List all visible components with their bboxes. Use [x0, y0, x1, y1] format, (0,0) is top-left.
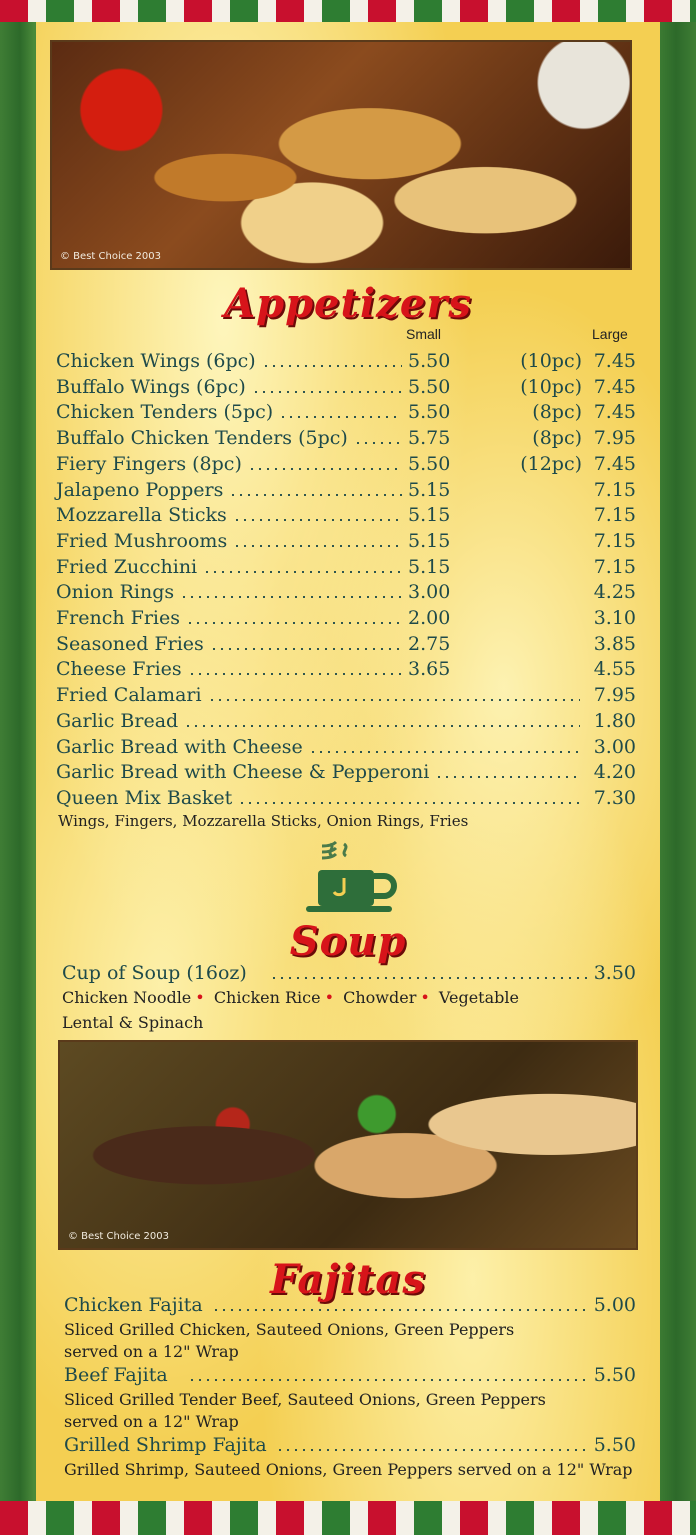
leader-dots [354, 442, 402, 444]
appetizer-item [56, 530, 636, 555]
item-large-qty: (10pc) [520, 376, 582, 398]
leader-dots [188, 1379, 590, 1381]
fajitas-photo [58, 1040, 638, 1250]
appetizer-item [56, 401, 636, 426]
item-price-small: 2.75 [408, 633, 451, 655]
leader-dots [210, 648, 402, 650]
item-name: Cheese Fries [56, 658, 182, 680]
item-price-large: 4.20 [593, 761, 636, 783]
appetizer-item [56, 556, 636, 581]
leader-dots [248, 468, 402, 470]
item-description: Sliced Grilled Chicken, Sauteed Onions, Green Peppers [64, 1320, 515, 1339]
appetizer-item [56, 350, 636, 375]
item-price-small: 5.50 [408, 376, 451, 398]
item-name: Buffalo Wings (6pc) [56, 376, 246, 398]
mix-basket-note: Wings, Fingers, Mozzarella Sticks, Onion Rings, Fries [58, 812, 469, 830]
menu-item-chicken-fajita [64, 1294, 636, 1319]
item-large-qty: (12pc) [520, 453, 582, 475]
item-price-large: 7.15 [593, 530, 636, 552]
item-price-large: 1.80 [593, 710, 636, 732]
item-name: Grilled Shrimp Fajita [64, 1434, 267, 1456]
bullet-icon: • [324, 988, 335, 1007]
leader-dots [208, 699, 580, 701]
item-name: Chicken Tenders (5pc) [56, 401, 274, 423]
item-price-small: 5.15 [408, 530, 451, 552]
top-stripe-border [0, 0, 696, 22]
item-description: Grilled Shrimp, Sauteed Onions, Green Peppers served on a 12" Wrap [64, 1460, 633, 1479]
leader-dots [252, 391, 402, 393]
leader-dots [233, 545, 402, 547]
leader-dots [184, 725, 580, 727]
item-description: served on a 12" Wrap [64, 1412, 239, 1431]
soup-heading: Soup [289, 918, 407, 965]
item-name: Jalapeno Poppers [56, 479, 224, 501]
item-description: Sliced Grilled Tender Beef, Sauteed Onions, Green Peppers [64, 1390, 546, 1409]
item-name: Fried Calamari [56, 684, 202, 706]
item-name: Garlic Bread with Cheese [56, 736, 303, 758]
leader-dots [188, 673, 402, 675]
soup-varieties [62, 988, 519, 1007]
leader-dots [276, 1449, 590, 1451]
appetizer-item [56, 607, 636, 632]
item-price-large: 3.00 [593, 736, 636, 758]
item-name: Buffalo Chicken Tenders (5pc) [56, 427, 348, 449]
leader-dots [309, 751, 580, 753]
fajitas-heading: Fajitas [270, 1256, 426, 1303]
item-price-small: 5.50 [408, 453, 451, 475]
leader-dots [238, 802, 580, 804]
menu-item-grilled-shrimp-fajita [64, 1434, 636, 1459]
soup-variety: Chicken Noodle [62, 988, 192, 1007]
appetizer-item [56, 504, 636, 529]
item-price-large: 4.25 [593, 581, 636, 603]
appetizer-item [56, 761, 636, 786]
item-price-large: 7.45 [593, 401, 636, 423]
appetizer-item [56, 427, 636, 452]
item-description: served on a 12" Wrap [64, 1342, 239, 1361]
leader-dots [270, 977, 590, 979]
item-price-large: 7.45 [593, 376, 636, 398]
item-large-qty: (10pc) [520, 350, 582, 372]
appetizers-heading: Appetizers [224, 280, 472, 327]
item-large-qty: (8pc) [532, 427, 582, 449]
menu-item-beef-fajita [64, 1364, 636, 1389]
soup-variety: Vegetable [438, 988, 519, 1007]
appetizers-photo [50, 40, 632, 270]
item-price-small: 3.00 [408, 581, 451, 603]
item-name: Garlic Bread with Cheese & Pepperoni [56, 761, 430, 783]
photo-watermark: © Best Choice 2003 [68, 1231, 169, 1242]
item-price-small: 3.65 [408, 658, 451, 680]
appetizer-item [56, 787, 636, 812]
menu-item-cup-of-soup [62, 962, 636, 987]
item-price-large: 3.85 [593, 633, 636, 655]
item-price-small: 2.00 [408, 607, 451, 629]
photo-watermark: © Best Choice 2003 [60, 251, 161, 262]
soup-variety: Chicken Rice [213, 988, 321, 1007]
appetizer-item [56, 453, 636, 478]
leader-dots [229, 494, 402, 496]
item-large-qty: (8pc) [532, 401, 582, 423]
bullet-icon: • [195, 988, 205, 1007]
item-price-small: 5.50 [408, 401, 451, 423]
leader-dots [203, 571, 402, 573]
leader-dots [279, 416, 402, 418]
item-name: French Fries [56, 607, 181, 629]
item-price-small: 5.75 [408, 427, 451, 449]
coffee-cup-icon [300, 840, 400, 916]
appetizer-item [56, 658, 636, 683]
appetizer-item [56, 376, 636, 401]
item-name: Mozzarella Sticks [56, 504, 227, 526]
leader-dots [233, 519, 402, 521]
appetizer-item [56, 684, 636, 709]
item-name: Queen Mix Basket [56, 787, 233, 809]
soup-variety: Chowder [343, 988, 417, 1007]
item-name: Fried Zucchini [56, 556, 198, 578]
leader-dots [262, 365, 402, 367]
column-small-label: Small [406, 326, 442, 342]
appetizer-item [56, 736, 636, 761]
item-price-small: 5.15 [408, 556, 451, 578]
item-name: Chicken Wings (6pc) [56, 350, 256, 372]
leader-dots [180, 596, 402, 598]
item-name: Cup of Soup (16oz) [62, 962, 247, 984]
appetizer-item [56, 479, 636, 504]
item-name: Garlic Bread [56, 710, 179, 732]
column-large-label: Large [592, 326, 628, 342]
item-price-large: 7.15 [593, 556, 636, 578]
appetizer-item [56, 581, 636, 606]
item-price: 5.50 [593, 1434, 636, 1456]
item-name: Seasoned Fries [56, 633, 204, 655]
item-price-large: 7.45 [593, 453, 636, 475]
item-price-large: 3.10 [593, 607, 636, 629]
item-price-large: 7.30 [593, 787, 636, 809]
item-price-small: 5.50 [408, 350, 451, 372]
leader-dots [212, 1309, 590, 1311]
bullet-icon: • [420, 988, 430, 1007]
item-name: Fiery Fingers (8pc) [56, 453, 242, 475]
item-name: Fried Mushrooms [56, 530, 228, 552]
item-price: 5.00 [593, 1294, 636, 1316]
bottom-stripe-border [0, 1501, 696, 1535]
item-price-small: 5.15 [408, 504, 451, 526]
appetizer-item [56, 633, 636, 658]
item-price: 3.50 [593, 962, 636, 984]
appetizer-item [56, 710, 636, 735]
item-price-large: 7.95 [593, 684, 636, 706]
item-price-small: 5.15 [408, 479, 451, 501]
item-name: Onion Rings [56, 581, 175, 603]
item-price: 5.50 [593, 1364, 636, 1386]
item-price-large: 7.15 [593, 504, 636, 526]
item-name: Beef Fajita [64, 1364, 168, 1386]
leader-dots [186, 622, 402, 624]
item-price-large: 7.45 [593, 350, 636, 372]
item-price-large: 7.95 [593, 427, 636, 449]
leader-dots [435, 776, 580, 778]
item-price-large: 7.15 [593, 479, 636, 501]
item-price-large: 4.55 [593, 658, 636, 680]
soup-varieties-line2: Lental & Spinach [62, 1013, 204, 1032]
item-name: Chicken Fajita [64, 1294, 203, 1316]
